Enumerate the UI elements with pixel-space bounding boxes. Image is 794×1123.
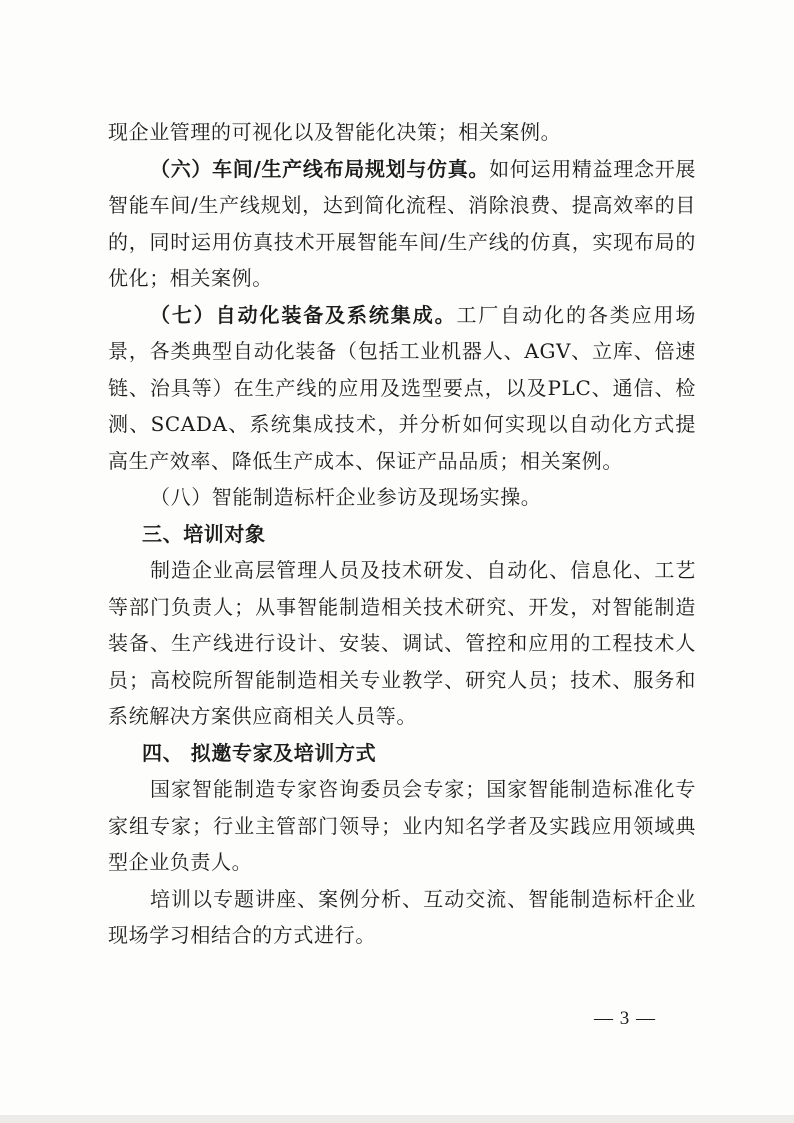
document-body <box>108 114 696 954</box>
paragraph-experts: 国家智能制造专家咨询委员会专家；国家智能制造标准化专家组专家；行业主管部门领导；业内知名学者及实践应用领域典型企业负责人。 <box>108 777 696 874</box>
item-7-body: 工厂自动化的各类应用场景，各类典型自动化装备（包括工业机器人、AGV、立库、倍速链、治具等）在生产线的应用及选型要点，以及PLC、通信、检测、SCADA、系统集成技术，并分析如何实现以自动化方式提高生产效率、降低生产成本、保证产品品质；相关案例。 <box>108 302 696 473</box>
page-number: — 3 — <box>594 1008 656 1029</box>
paragraph-item-7 <box>108 297 696 480</box>
page-bottom-edge <box>0 1115 794 1123</box>
item-7-title: （七）自动化装备及系统集成。 <box>150 302 457 327</box>
item-6-title: （六）车间/生产线布局规划与仿真。 <box>150 156 490 181</box>
paragraph-training-targets: 制造企业高层管理人员及技术研发、自动化、信息化、工艺等部门负责人；从事智能制造相关技术研究、开发，对智能制造装备、生产线进行设计、安装、调试、管控和应用的工程技术人员；高校院所智能制造相关专业教学、研究人员；技术、服务和系统解决方案供应商相关人员等。 <box>108 558 696 728</box>
paragraph-continuation: 现企业管理的可视化以及智能化决策；相关案例。 <box>108 120 562 144</box>
section-heading-training-targets: 三、培训对象 <box>142 521 266 546</box>
paragraph-training-method: 培训以专题讲座、案例分析、互动交流、智能制造标杆企业现场学习相结合的方式进行。 <box>108 886 696 947</box>
section-heading-experts-and-method: 四、 拟邀专家及培训方式 <box>142 740 377 765</box>
paragraph-item-8: （八）智能制造标杆企业参访及现场实操。 <box>150 485 542 509</box>
item-6-body: 如何运用精益理念开展智能车间/生产线规划，达到简化流程、消除浪费、提高效率的目的，同时运用仿真技术开展智能车间/生产线的仿真，实现布局的优化；相关案例。 <box>108 156 697 290</box>
paragraph-item-6 <box>108 151 696 297</box>
